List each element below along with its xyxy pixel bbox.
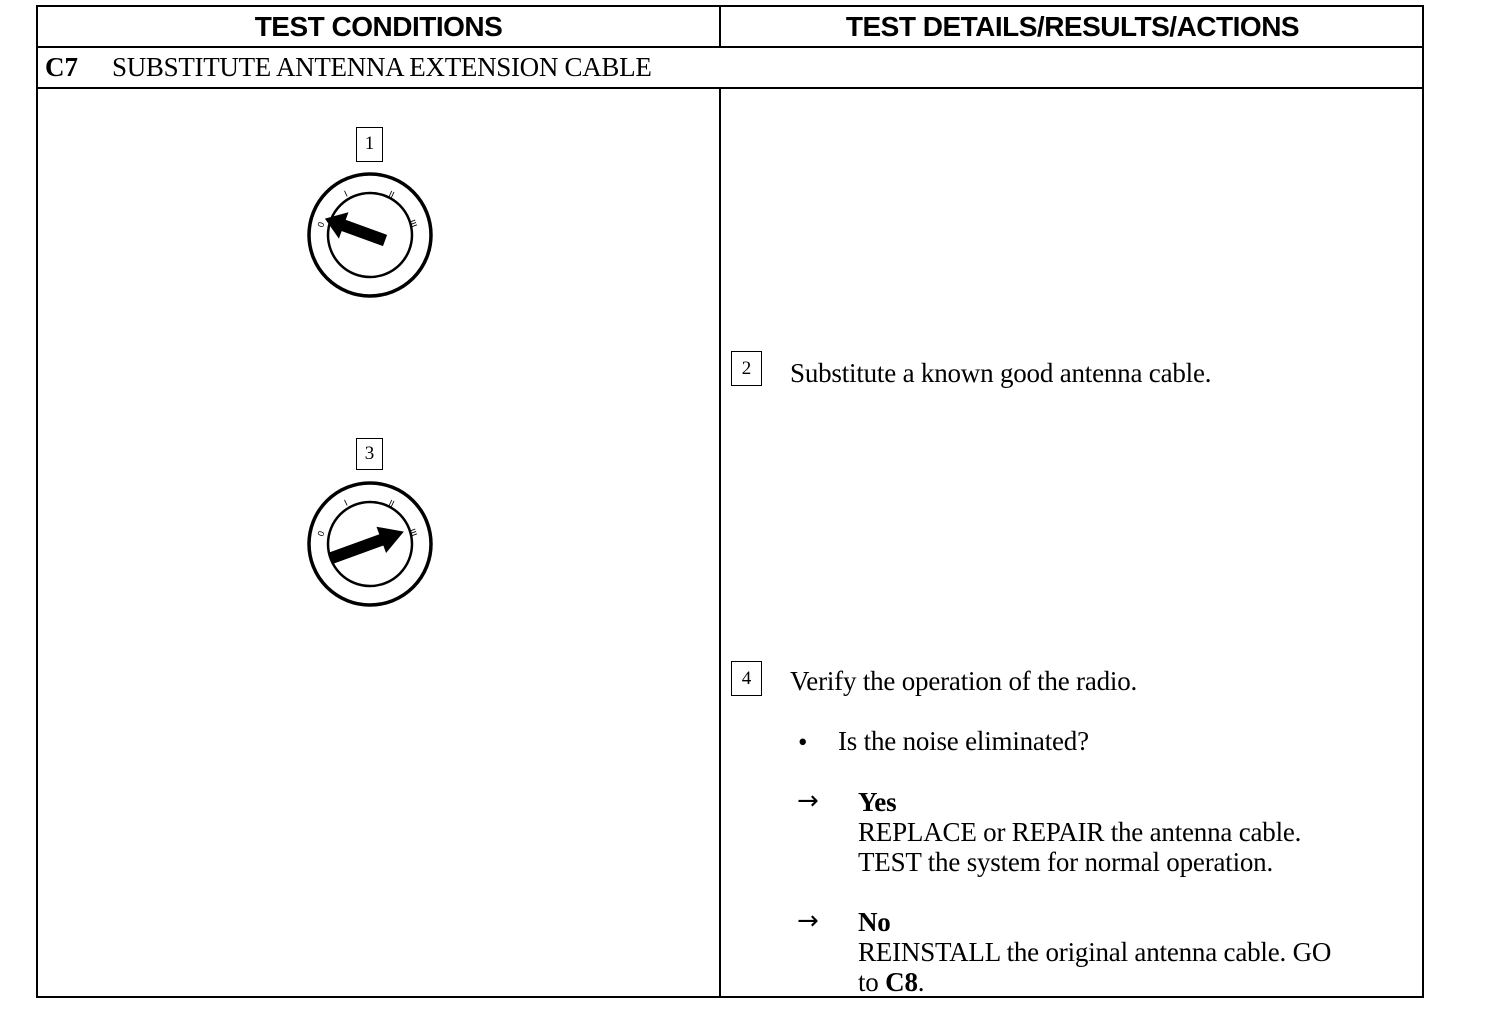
switch-mark-0: 0 [315, 529, 327, 538]
no-action-line-1: REINSTALL the original antenna cable. GO [858, 937, 1332, 967]
step-box-1 [356, 127, 383, 162]
ignition-switch-start-icon [306, 480, 434, 608]
step-4-instruction: Verify the operation of the radio. [790, 666, 1138, 696]
goto-c8-reference: C8 [885, 967, 918, 997]
question-bullet: • [798, 727, 808, 757]
section-code: C7 [45, 52, 78, 82]
body-column-divider [719, 89, 721, 996]
switch-mark-1: I [342, 188, 350, 199]
table-header [38, 7, 1422, 48]
header-column-divider [719, 7, 721, 46]
header-test-details: TEST DETAILS/RESULTS/ACTIONS [845, 11, 1300, 42]
step-box-2 [731, 351, 762, 386]
switch-mark-2: II [387, 497, 396, 509]
step-number-4: 4 [741, 668, 752, 689]
ignition-switch-off-icon [306, 171, 434, 299]
no-label: No [858, 907, 891, 937]
step-box-4 [731, 661, 762, 696]
step-number-3: 3 [364, 443, 375, 464]
no-action-prefix: to [858, 967, 886, 997]
step-number-2: 2 [741, 358, 752, 379]
switch-mark-1: I [342, 497, 350, 508]
yes-label: Yes [858, 787, 897, 817]
diagnostic-test-sheet [36, 5, 1424, 998]
step-2-instruction: Substitute a known good antenna cable. [790, 358, 1212, 388]
section-row [38, 48, 1422, 89]
switch-mark-3: III [407, 218, 420, 229]
noise-question: Is the noise eliminated? [838, 726, 1089, 756]
switch-mark-0: 0 [315, 220, 327, 229]
section-title: SUBSTITUTE ANTENNA EXTENSION CABLE [112, 52, 652, 82]
yes-action-line-2: TEST the system for normal operation. [858, 847, 1274, 877]
step-box-3 [356, 438, 383, 470]
step-number-1: 1 [364, 133, 375, 154]
yes-action-line-1: REPLACE or REPAIR the antenna cable. [858, 817, 1302, 847]
no-arrow-icon: → [797, 906, 819, 936]
switch-mark-3: III [407, 527, 420, 538]
yes-arrow-icon: → [797, 786, 819, 816]
no-action-suffix: . [917, 967, 925, 997]
no-action-line-2 [858, 967, 924, 997]
header-test-conditions: TEST CONDITIONS [254, 11, 503, 42]
switch-mark-2: II [387, 188, 396, 200]
